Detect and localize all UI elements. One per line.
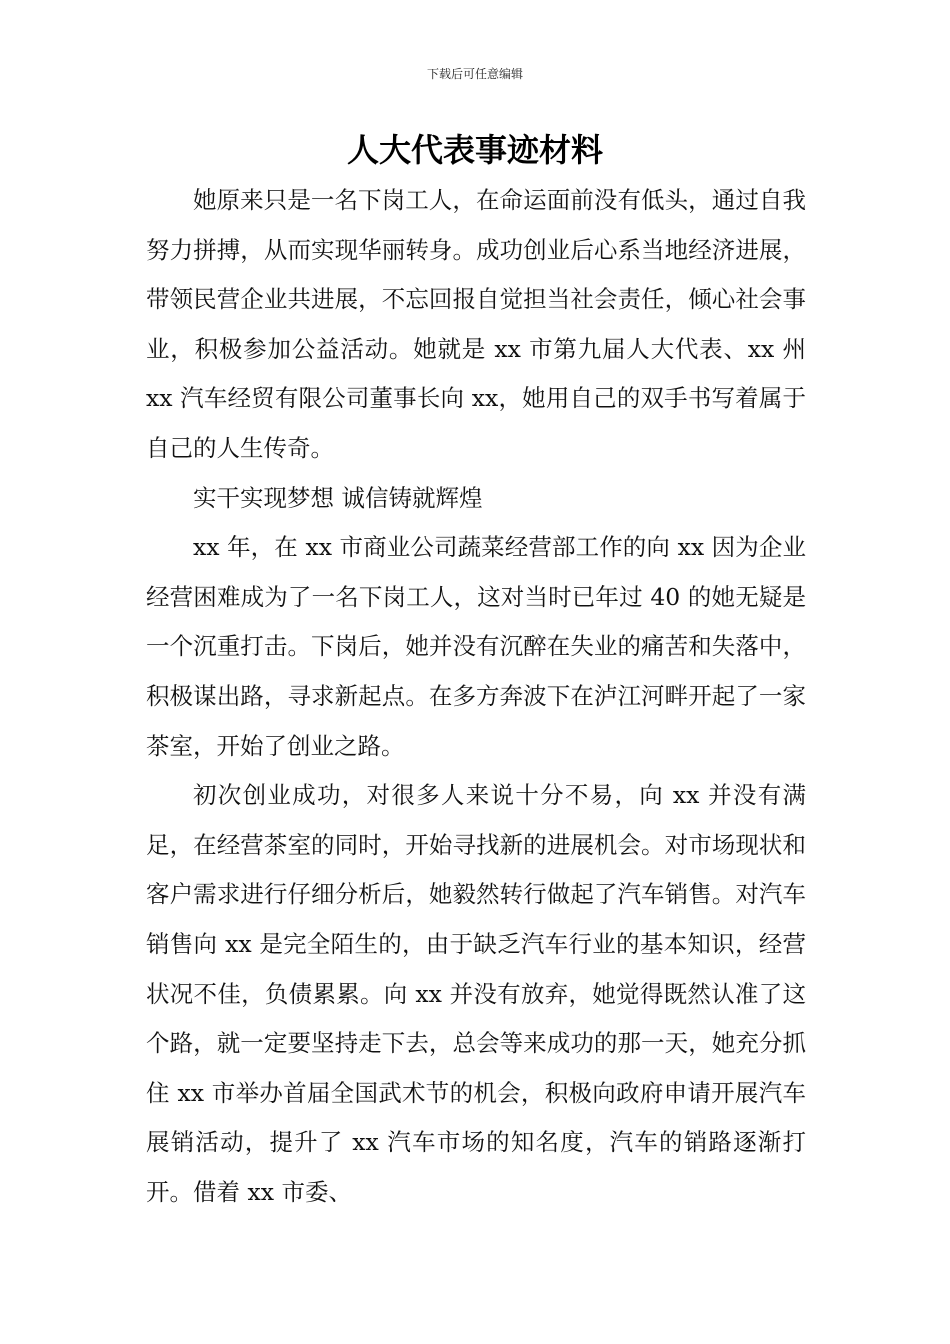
header-note: 下载后可任意编辑	[426, 67, 523, 81]
document-title: 人大代表事迹材料	[346, 131, 603, 169]
paragraph-car-sales: 初次创业成功，对很多人来说十分不易，向 xx 并没有满足，在经营茶室的同时，开始寻找新的进展机会。对市场现状和客户需求进行仔细分析后，她毅然转行做起了汽车销售。对汽车销售向 xx 是完全陌生的，由于缺乏汽车行业的基本知识，经营状况不佳，负债累累。向 xx 并没有放弃，她觉得既然认准了这个路，就一定要坚持走下去，总会等来成功的那一天，她充分抓住 xx 市举办首届全国武术节的机会，积极向政府申请开展汽车展销活动，提升了 xx 汽车市场的知名度，汽车的销路逐渐打开。借着 xx 市委、	[146, 781, 806, 1206]
paragraph-layoff: xx 年，在 xx 市商业公司蔬菜经营部工作的向 xx 因为企业经营困难成为了一名下岗工人，这对当时已年过 40 的她无疑是一个沉重打击。下岗后，她并没有沉醉在失业的痛苦和失落中，积极谋出路，寻求新起点。在多方奔波下在泸江河畔开起了一家茶室，开始了创业之路。	[146, 533, 806, 760]
section-heading: 实干实现梦想 诚信铸就辉煌	[193, 483, 483, 512]
paragraph-intro: 她原来只是一名下岗工人，在命运面前没有低头，通过自我努力拼搏，从而实现华丽转身。成功创业后心系当地经济进展，带领民营企业共进展，不忘回报自觉担当社会责任，倾心社会事业，积极参加公益活动。她就是 xx 市第九届人大代表、xx 州 xx 汽车经贸有限公司董事长向 xx，她用自己的双手书写着属于自己的人生传奇。	[146, 186, 806, 462]
document-body	[146, 176, 806, 1217]
